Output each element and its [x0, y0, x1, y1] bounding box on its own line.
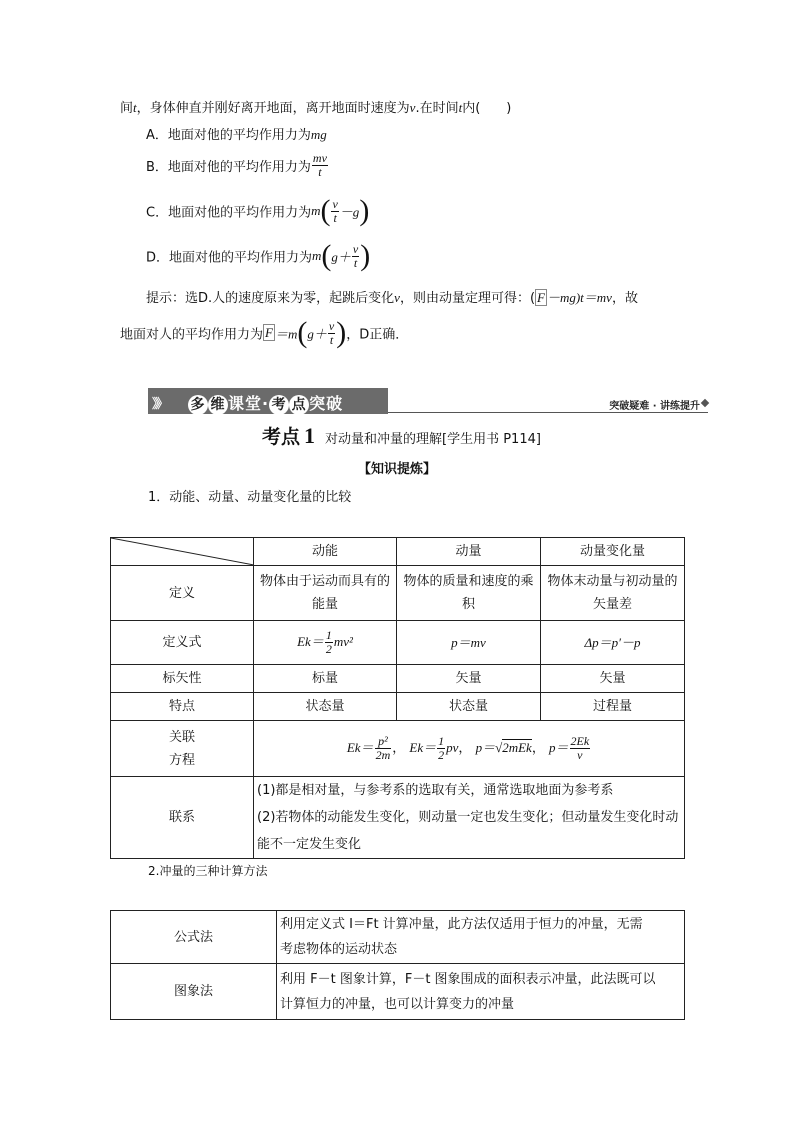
banner-subtitle: 突破疑难 · 讲练提升 [609, 401, 700, 412]
cell: 标量 [254, 665, 397, 693]
cell: 状态量 [254, 693, 397, 721]
diagonal-header-cell [111, 538, 254, 566]
row-label-relation: 关联 方程 [111, 721, 254, 777]
header-momentum: 动量 [397, 538, 541, 566]
diamond-icon [701, 399, 709, 407]
row-label-vector: 标矢性 [111, 665, 254, 693]
hint-line-2: 地面对人的平均作用力为 F ＝m(g＋ $\frac{v}{t}$ )，D正确． [120, 316, 409, 349]
cell-ek-formula: Ek＝ $\frac{1}{2}$ mv² [254, 621, 397, 665]
header-kinetic-energy: 动能 [254, 538, 397, 566]
cell: 矢量 [397, 665, 541, 693]
subsection-1: 1．动能、动量、动量变化量的比较 [148, 490, 352, 505]
row-label-formula: 定义式 [111, 621, 254, 665]
row-label-definition: 定义 [111, 566, 254, 621]
knowledge-label: 【知识提炼】 [358, 462, 437, 477]
option-a: A．地面对他的平均作用力为mg [146, 127, 327, 143]
impulse-method-table [110, 910, 685, 1020]
cell: 过程量 [541, 693, 685, 721]
cell: 矢量 [541, 665, 685, 693]
cell: 物体末动量与初动量的矢量差 [541, 566, 685, 621]
header-momentum-change: 动量变化量 [541, 538, 685, 566]
comparison-table [110, 537, 685, 859]
cell: 状态量 [397, 693, 541, 721]
formula-method-text: 利用定义式 I＝Ft 计算冲量，此方法仅适用于恒力的冲量，无需 考虑物体的运动状态 [277, 911, 685, 964]
double-arrow-icon: 》》 [152, 397, 166, 412]
contact-text: (1)都是相对量，与参考系的选取有关，通常选取地面为参考系 (2)若物体的动能发生变化，则动量一定也发生变化；但动量发生变化时动能不一定发生变化 [254, 777, 685, 859]
option-d: D．地面对他的平均作用力为m(g＋ $\frac{v}{t}$ ) [146, 239, 371, 272]
cell-p-formula: p＝mv [397, 621, 541, 665]
banner-title: 多 维 课堂· 考 点 突破 [188, 391, 343, 415]
option-b: B．地面对他的平均作用力为 $\frac{mv}{t}$ [146, 151, 327, 179]
row-label-graph-method: 图象法 [111, 964, 277, 1020]
banner-underline [388, 412, 708, 413]
cell: 物体的质量和速度的乘积 [397, 566, 541, 621]
question-stem: 间t，身体伸直并刚好离开地面，离开地面时速度为v.在时间t内( ) [120, 100, 512, 116]
row-label-feature: 特点 [111, 693, 254, 721]
section-heading: 考点 1 对动量和冲量的理解[学生用书 P114] [262, 423, 541, 448]
relation-formulas: Ek＝ $\frac{\text{p²}}{2m}$ ， Ek＝ $\frac{1}{2}$ pv， p＝√2mEk， p＝ $\frac{2Ek}{v}$ [254, 721, 685, 777]
cell: 物体由于运动而具有的能量 [254, 566, 397, 621]
graph-method-text: 利用 F－t 图象计算，F－t 图象围成的面积表示冲量，此法既可以 计算恒力的冲量，也可以计算变力的冲量 [277, 964, 685, 1020]
row-label-contact: 联系 [111, 777, 254, 859]
option-c: C．地面对他的平均作用力为m( $\frac{v}{t}$ －g) [146, 194, 370, 227]
row-label-formula-method: 公式法 [111, 911, 277, 964]
cell-dp-formula: Δp＝p′－p [541, 621, 685, 665]
subsection-2: 2.冲量的三种计算方法 [148, 864, 268, 878]
hint-line-1: 提示：选D.人的速度原来为零，起跳后变化v，则由动量定理可得：( F －mg)t＝mv，故 [146, 290, 638, 306]
section-banner [148, 388, 708, 414]
